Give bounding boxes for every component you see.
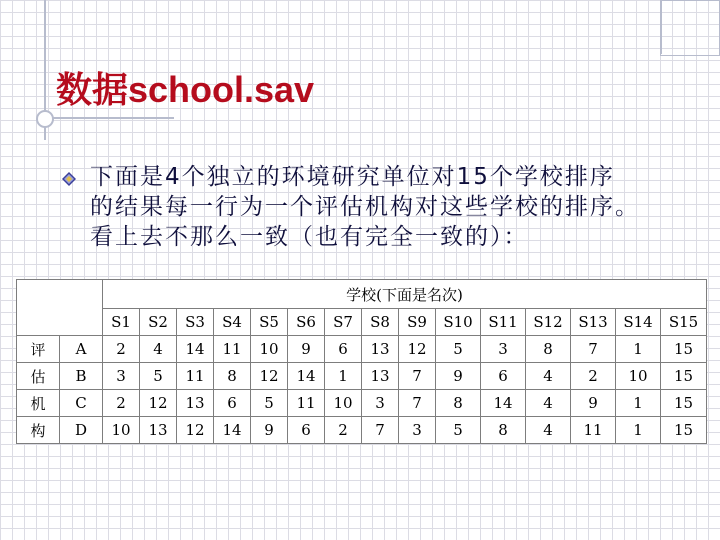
table-cell: 10 — [616, 363, 661, 390]
table-cell: 10 — [325, 390, 362, 417]
table-cell: 2 — [571, 363, 616, 390]
column-header: S9 — [399, 309, 436, 336]
table-cell: 11 — [177, 363, 214, 390]
table-cell: 5 — [436, 417, 481, 444]
table-cell: 15 — [661, 363, 707, 390]
table-cell: 8 — [214, 363, 251, 390]
table-cell: 2 — [325, 417, 362, 444]
column-header: S4 — [214, 309, 251, 336]
column-header: S15 — [661, 309, 707, 336]
diamond-bullet-icon — [62, 172, 76, 186]
bullet-item — [62, 162, 702, 252]
ranking-table — [16, 279, 707, 444]
table-cell: 5 — [251, 390, 288, 417]
table-cell: 13 — [362, 363, 399, 390]
table-body — [17, 336, 707, 444]
bullet-line-3: 看上去不那么一致（也有完全一致的）： — [90, 224, 529, 250]
table-cell: 7 — [571, 336, 616, 363]
table-cell: 12 — [177, 417, 214, 444]
decor-top-right-line — [660, 0, 662, 54]
table-row — [17, 336, 707, 363]
row-label: B — [60, 363, 103, 390]
bullet-text — [90, 162, 702, 252]
table-cell: 15 — [661, 390, 707, 417]
org-label-char: 估 — [17, 363, 60, 390]
table-cell: 8 — [481, 417, 526, 444]
table-row — [17, 363, 707, 390]
table-cell: 2 — [103, 336, 140, 363]
table-cell: 10 — [103, 417, 140, 444]
decor-horizontal-line — [44, 117, 174, 119]
org-label-char: 评 — [17, 336, 60, 363]
table-cell: 6 — [214, 390, 251, 417]
table-cell: 3 — [103, 363, 140, 390]
table-cell: 9 — [251, 417, 288, 444]
table-row — [17, 390, 707, 417]
column-header: S8 — [362, 309, 399, 336]
table-cell: 14 — [288, 363, 325, 390]
table-cell: 11 — [288, 390, 325, 417]
column-header: S12 — [526, 309, 571, 336]
table-cell: 9 — [571, 390, 616, 417]
table-cell: 6 — [288, 417, 325, 444]
decor-box — [660, 0, 720, 56]
table-group-header: 学校(下面是名次) — [103, 280, 707, 309]
bullet-line-1: 下面是4个独立的环境研究单位对15个学校排序 — [90, 164, 615, 190]
table-cell: 1 — [616, 390, 661, 417]
table-corner-cell — [17, 280, 103, 336]
table-cell: 4 — [526, 363, 571, 390]
table-cell: 14 — [214, 417, 251, 444]
table-cell: 8 — [436, 390, 481, 417]
row-label: A — [60, 336, 103, 363]
table-cell: 11 — [214, 336, 251, 363]
column-header: S3 — [177, 309, 214, 336]
table-cell: 1 — [325, 363, 362, 390]
table-cell: 2 — [103, 390, 140, 417]
org-label-char: 构 — [17, 417, 60, 444]
table-cell: 4 — [526, 390, 571, 417]
column-header: S14 — [616, 309, 661, 336]
column-header: S11 — [481, 309, 526, 336]
table-cell: 14 — [177, 336, 214, 363]
table-cell: 5 — [140, 363, 177, 390]
table-cell: 7 — [362, 417, 399, 444]
table-cell: 7 — [399, 363, 436, 390]
table-cell: 4 — [526, 417, 571, 444]
column-header: S7 — [325, 309, 362, 336]
table-cell: 3 — [399, 417, 436, 444]
table-cell: 3 — [362, 390, 399, 417]
column-header: S13 — [571, 309, 616, 336]
table-group-header-row — [17, 280, 707, 309]
decor-circle — [36, 110, 54, 128]
slide-title: 数据school.sav — [56, 69, 315, 110]
table-cell: 15 — [661, 336, 707, 363]
table-cell: 9 — [288, 336, 325, 363]
row-label: D — [60, 417, 103, 444]
table-cell: 10 — [251, 336, 288, 363]
table-cell: 15 — [661, 417, 707, 444]
table-cell: 3 — [481, 336, 526, 363]
org-label-char: 机 — [17, 390, 60, 417]
table-cell: 6 — [481, 363, 526, 390]
table-cell: 13 — [177, 390, 214, 417]
table-cell: 13 — [140, 417, 177, 444]
table-cell: 9 — [436, 363, 481, 390]
table-cell: 7 — [399, 390, 436, 417]
table-column-header-row — [17, 309, 707, 336]
column-header: S1 — [103, 309, 140, 336]
table-cell: 13 — [362, 336, 399, 363]
table-cell: 12 — [140, 390, 177, 417]
column-header: S6 — [288, 309, 325, 336]
table-cell: 4 — [140, 336, 177, 363]
column-header: S2 — [140, 309, 177, 336]
table-cell: 1 — [616, 336, 661, 363]
table-cell: 6 — [325, 336, 362, 363]
table-cell: 12 — [251, 363, 288, 390]
row-label: C — [60, 390, 103, 417]
table-cell: 1 — [616, 417, 661, 444]
bullet-line-2: 的结果每一行为一个评估机构对这些学校的排序。 — [90, 194, 640, 220]
table-cell: 5 — [436, 336, 481, 363]
column-header: S10 — [436, 309, 481, 336]
column-header: S5 — [251, 309, 288, 336]
table-cell: 8 — [526, 336, 571, 363]
table-row — [17, 417, 707, 444]
table-cell: 11 — [571, 417, 616, 444]
table-cell: 14 — [481, 390, 526, 417]
table-cell: 12 — [399, 336, 436, 363]
